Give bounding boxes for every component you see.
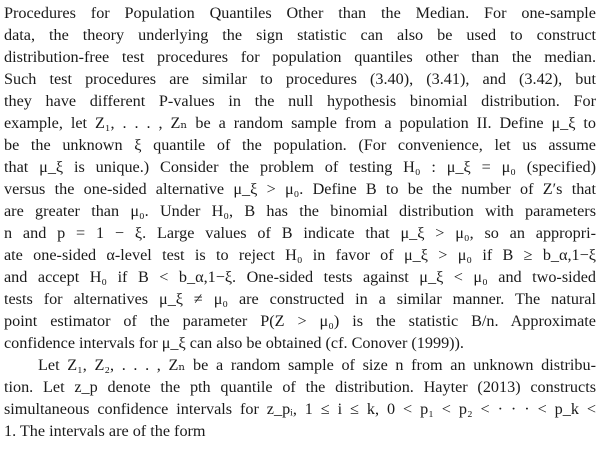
text-line: 1. The intervals are of the form [4, 422, 206, 440]
text-line: Procedures for Population Quantiles Other than the Median. For one-sample [4, 4, 596, 22]
text-line: that μ_ξ is unique.) Consider the problem of testing H₀ : μ_ξ = μ₀ (specified) [4, 158, 596, 176]
text-line: tests for alternatives μ_ξ ≠ μ₀ are constructed in a similar manner. The natural [4, 290, 596, 308]
text-line: are greater than μ₀. Under H₀, B has the binomial distribution with parameters [4, 202, 596, 220]
text-line: simultaneous confidence intervals for z_pᵢ, 1 ≤ i ≤ k, 0 < p₁ < p₂ < · · · < p_k < [4, 400, 596, 418]
text-line: be the unknown ξ quantile of the population. (For convenience, let us assume [4, 136, 596, 154]
text-line: distribution-free test procedures for population quantiles other than the median. [4, 48, 596, 66]
text-line: Such test procedures are similar to procedures (3.40), (3.41), and (3.42), but [4, 70, 596, 88]
text-line: confidence intervals for μ_ξ can also be obtained (cf. Conover (1999)). [4, 334, 464, 352]
text-line: point estimator of the parameter P(Z > μ₀) is the statistic B/n. Approximate [4, 312, 596, 330]
text-line: and accept H₀ if B < b_α,1−ξ. One-sided tests against μ_ξ < μ₀ and two-sided [4, 268, 596, 286]
text-line: they have different P-values in the null hypothesis binomial distribution. For [4, 92, 596, 110]
text-line: data, the theory underlying the sign statistic can also be used to construct [4, 26, 596, 44]
text-line: tion. Let z_p denote the pth quantile of the distribution. Hayter (2013) constructs [4, 378, 596, 396]
text-line: versus the one-sided alternative μ_ξ > μ₀. Define B to be the number of Z′s that [4, 180, 596, 198]
text-line: n and p = 1 − ξ. Large values of B indicate that μ_ξ > μ₀, so an appropri- [4, 224, 596, 242]
text-line: example, let Z₁, . . . , Zₙ be a random sample from a population II. Define μ_ξ to [4, 114, 596, 132]
text-line: Let Z₁, Z₂, . . . , Zₙ be a random sample of size n from an unknown distribu- [38, 356, 596, 374]
text-line: ate one-sided α-level test is to reject H₀ in favor of μ_ξ > μ₀ if B ≥ b_α,1−ξ [4, 246, 596, 264]
